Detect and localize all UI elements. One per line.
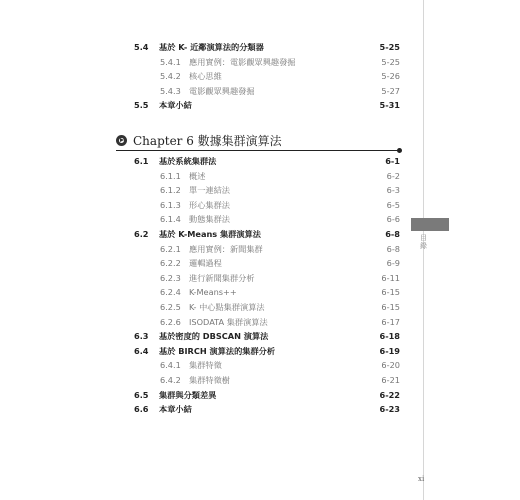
- toc-subsection-entry[interactable]: [0, 85, 420, 98]
- entry-number: 6.4.2: [160, 375, 181, 385]
- entry-number: 6.5: [134, 389, 149, 400]
- margin-rule: [423, 0, 424, 500]
- toc-section-entry[interactable]: [0, 228, 420, 241]
- entry-page: 6-18: [379, 331, 400, 342]
- entry-title: 基於 K- 近鄰演算法的分類器: [159, 42, 264, 52]
- entry-title: 集群特徵樹: [189, 375, 230, 385]
- toc-section-entry[interactable]: [0, 389, 420, 402]
- entry-title: 集群與分類差異: [159, 389, 217, 400]
- toc-section-entry[interactable]: [0, 99, 420, 112]
- toc-subsection-entry[interactable]: [0, 56, 420, 69]
- chapter-rule-dot: [397, 148, 402, 153]
- toc-section-entry[interactable]: [0, 155, 420, 168]
- toc-subsection-entry[interactable]: [0, 286, 420, 299]
- entry-number: 6.4: [134, 345, 149, 356]
- entry-title: 核心思維: [189, 71, 222, 81]
- entry-number: 6.1.4: [160, 214, 181, 225]
- entry-title: K- 中心點集群演算法: [189, 302, 265, 312]
- chapter-bullet-icon: [116, 135, 127, 146]
- entry-number: 5.4.3: [160, 85, 181, 96]
- entry-page: 6-6: [386, 214, 400, 225]
- entry-page: 5-27: [381, 85, 400, 96]
- entry-page: 6-15: [381, 302, 400, 312]
- entry-number: 6.2.3: [160, 272, 181, 283]
- entry-number: 6.2.5: [160, 302, 181, 312]
- toc-subsection-entry[interactable]: [0, 374, 420, 387]
- entry-page: 6-20: [381, 360, 400, 371]
- toc-section-entry[interactable]: [0, 345, 420, 358]
- entry-number: 6.2.4: [160, 287, 181, 298]
- entry-title: ISODATA 集群演算法: [189, 316, 268, 327]
- toc-section-entry[interactable]: [0, 403, 420, 416]
- entry-page: 6-1: [385, 156, 400, 166]
- entry-page: 6-23: [379, 404, 400, 415]
- entry-number: 6.2.6: [160, 316, 181, 327]
- entry-title: 本章小結: [159, 404, 192, 415]
- entry-number: 6.4.1: [160, 360, 181, 371]
- entry-title: 基於 BIRCH 演算法的集群分析: [159, 345, 276, 356]
- entry-page: 6-11: [381, 272, 400, 283]
- entry-page: 6-19: [379, 345, 400, 356]
- entry-page: 6-2: [386, 170, 400, 181]
- toc-subsection-entry[interactable]: [0, 70, 420, 83]
- entry-number: 5.4.2: [160, 71, 181, 81]
- entry-title: 基於 K-Means 集群演算法: [159, 229, 261, 239]
- entry-number: 6.1.3: [160, 199, 181, 210]
- entry-number: 6.3: [134, 331, 149, 342]
- entry-page: 6-15: [381, 287, 400, 298]
- entry-title: 進行新聞集群分析: [189, 272, 255, 283]
- toc-subsection-entry[interactable]: [0, 272, 420, 285]
- entry-number: 6.2.1: [160, 243, 181, 254]
- entry-page: 5-26: [381, 71, 400, 81]
- entry-page: 5-25: [381, 56, 400, 67]
- side-tab-label: 目錄: [420, 234, 427, 250]
- toc-section-entry[interactable]: [0, 41, 420, 54]
- entry-title: 電影觀眾興趣發掘: [189, 85, 255, 96]
- toc-subsection-entry[interactable]: [0, 359, 420, 372]
- entry-number: 6.1.2: [160, 185, 181, 196]
- entry-title: 基於密度的 DBSCAN 演算法: [159, 331, 269, 342]
- toc-subsection-entry[interactable]: [0, 301, 420, 314]
- chapter-heading: [116, 131, 406, 151]
- entry-number: 5.5: [134, 100, 149, 110]
- toc-subsection-entry[interactable]: [0, 213, 420, 226]
- entry-number: 5.4.1: [160, 56, 181, 67]
- entry-title: 單一連結法: [189, 185, 230, 196]
- entry-title: 基於系統集群法: [159, 156, 217, 166]
- entry-title: 應用實例：新聞集群: [189, 243, 263, 254]
- toc-subsection-entry[interactable]: [0, 257, 420, 270]
- toc-subsection-entry[interactable]: [0, 170, 420, 183]
- page-number: xi: [418, 475, 425, 483]
- entry-page: 6-9: [386, 258, 400, 269]
- entry-number: 5.4: [134, 42, 149, 52]
- entry-number: 6.1: [134, 156, 149, 166]
- entry-title: 概述: [189, 170, 206, 181]
- entry-page: 5-25: [379, 42, 400, 52]
- toc-subsection-entry[interactable]: [0, 316, 420, 329]
- entry-page: 5-31: [379, 100, 400, 110]
- entry-title: 本章小結: [159, 100, 192, 110]
- chapter-title: Chapter 6 數據集群演算法: [133, 134, 282, 148]
- toc-subsection-entry[interactable]: [0, 243, 420, 256]
- entry-page: 6-3: [386, 185, 400, 196]
- entry-page: 6-22: [379, 389, 400, 400]
- entry-number: 6.6: [134, 404, 149, 415]
- entry-page: 6-17: [381, 316, 400, 327]
- entry-title: K-Means++: [189, 287, 237, 298]
- entry-number: 6.2: [134, 229, 149, 239]
- entry-title: 集群特徵: [189, 360, 222, 371]
- entry-title: 邏輯過程: [189, 258, 222, 269]
- toc-section-entry[interactable]: [0, 330, 420, 343]
- entry-page: 6-21: [381, 375, 400, 385]
- toc-subsection-entry[interactable]: [0, 199, 420, 212]
- entry-number: 6.2.2: [160, 258, 181, 269]
- entry-number: 6.1.1: [160, 170, 181, 181]
- entry-title: 形心集群法: [189, 199, 230, 210]
- entry-page: 6-8: [385, 229, 400, 239]
- toc-subsection-entry[interactable]: [0, 184, 420, 197]
- entry-page: 6-5: [386, 199, 400, 210]
- chapter-rule: [116, 150, 400, 151]
- entry-title: 應用實例：電影觀眾興趣發掘: [189, 56, 296, 67]
- entry-title: 動態集群法: [189, 214, 230, 225]
- entry-page: 6-8: [386, 243, 400, 254]
